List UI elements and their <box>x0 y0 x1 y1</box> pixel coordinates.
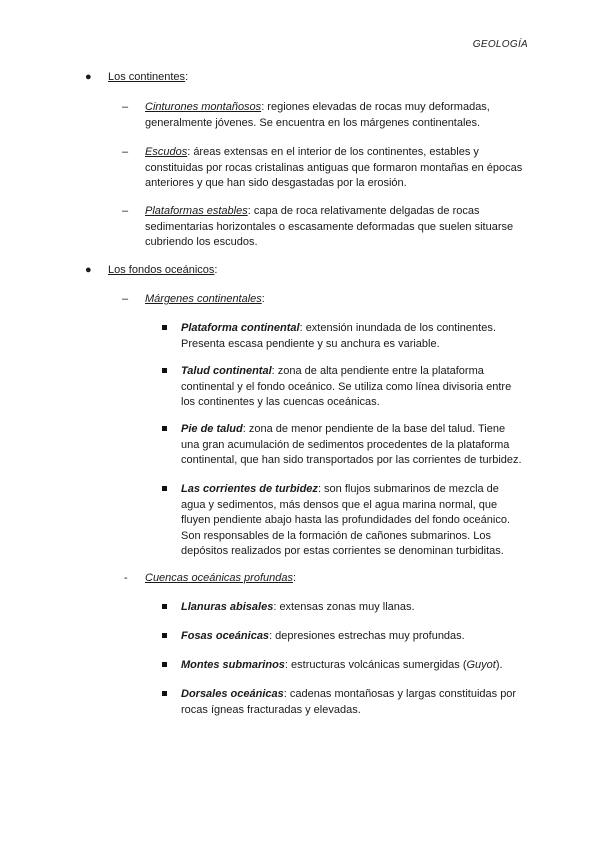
square-bullet-icon <box>162 633 167 638</box>
list-item-llanuras: Llanuras abisales: extensas zonas muy llanas. <box>162 600 532 616</box>
dash-icon: – <box>122 146 129 158</box>
item-term: Plataforma continental <box>181 322 300 334</box>
section-title: Los fondos oceánicos <box>108 264 215 276</box>
list-item-plataformas: – Plataformas estables: capa de roca relativamente delgadas de rocas sedimentarias horizontales o escasamente deformadas que suelen situarse cubriendo los escudos. <box>122 205 514 248</box>
item-term: Escudos <box>145 146 188 158</box>
list-item-pie-de-talud: Pie de talud: zona de menor pendiente de la base del talud. Tiene una gran acumulación de sedimentos procedentes de la plataforma continental, que han sido transportados por las corrientes de turbidez. <box>162 422 532 469</box>
section-continentes: ● Los continentes: <box>92 70 188 86</box>
item-term: Montes submarinos <box>181 659 285 671</box>
section-title: Los continentes <box>108 71 186 83</box>
item-term: Fosas oceánicas <box>181 630 270 642</box>
square-bullet-icon <box>162 486 167 491</box>
item-term: Dorsales oceánicas <box>181 688 284 700</box>
subsection-title: Cuencas oceánicas profundas <box>145 572 293 584</box>
square-bullet-icon <box>162 662 167 667</box>
dash-icon: – <box>122 205 129 217</box>
dash-icon: – <box>122 101 129 113</box>
square-bullet-icon <box>162 691 167 696</box>
list-item-montes: Montes submarinos: estructuras volcánicas sumergidas (Guyot). <box>162 658 532 674</box>
list-item-escudos: – Escudos: áreas extensas en el interior de los continentes, estables y constituidas por rocas cristalinas antiguas que formaron montañas en épocas anteriores y que han sido desgastadas por la erosión. <box>122 146 523 189</box>
item-term: Cinturones montañosos <box>145 101 262 113</box>
bullet-icon: ● <box>85 71 92 83</box>
list-item-dorsales: Dorsales oceánicas: cadenas montañosas y largas constituidas por rocas ígneas fracturadas y elevadas. <box>162 687 532 718</box>
document-header: GEOLOGÍA <box>472 39 528 50</box>
dash-icon: - <box>124 572 128 584</box>
item-term: Talud continental <box>181 365 272 377</box>
square-bullet-icon <box>162 368 167 373</box>
square-bullet-icon <box>162 426 167 431</box>
item-term: Plataformas estables <box>145 205 248 217</box>
subsection-margenes: – Márgenes continentales: <box>122 292 532 308</box>
list-item-corrientes: Las corrientes de turbidez: son flujos submarinos de mezcla de agua y sedimentos, más densos que el agua marina normal, que fluyen pendiente abajo hasta las profundidades del fondo oceánico. Son responsables de la formación de cañones submarinos. Los depósitos realizados por estas corrientes se denominan turbiditas. <box>162 482 532 560</box>
dash-icon: – <box>122 293 129 305</box>
section-fondos: ● Los fondos oceánicos: <box>92 263 217 279</box>
subsection-title: Márgenes continentales <box>145 293 262 305</box>
item-term: Llanuras abisales <box>181 601 274 613</box>
subsection-cuencas: - Cuencas oceánicas profundas: <box>122 571 532 587</box>
list-item-fosas: Fosas oceánicas: depresiones estrechas muy profundas. <box>162 629 532 645</box>
square-bullet-icon <box>162 325 167 330</box>
item-term: Las corrientes de turbidez <box>181 483 318 495</box>
bullet-icon: ● <box>85 264 92 276</box>
square-bullet-icon <box>162 604 167 609</box>
item-term: Pie de talud <box>181 423 243 435</box>
list-item-plataforma-continental: Plataforma continental: extensión inundada de los continentes. Presenta escasa pendiente y su anchura es variable. <box>162 321 532 352</box>
list-item-talud: Talud continental: zona de alta pendiente entre la plataforma continental y el fondo oceánico. Se utiliza como línea divisoria entre los continentes y las cuencas oceánicas. <box>162 364 532 411</box>
list-item-cinturones: – Cinturones montañosos: regiones elevadas de rocas muy deformadas, generalmente jóvenes. Se encuentra en los márgenes continentales. <box>122 101 490 129</box>
